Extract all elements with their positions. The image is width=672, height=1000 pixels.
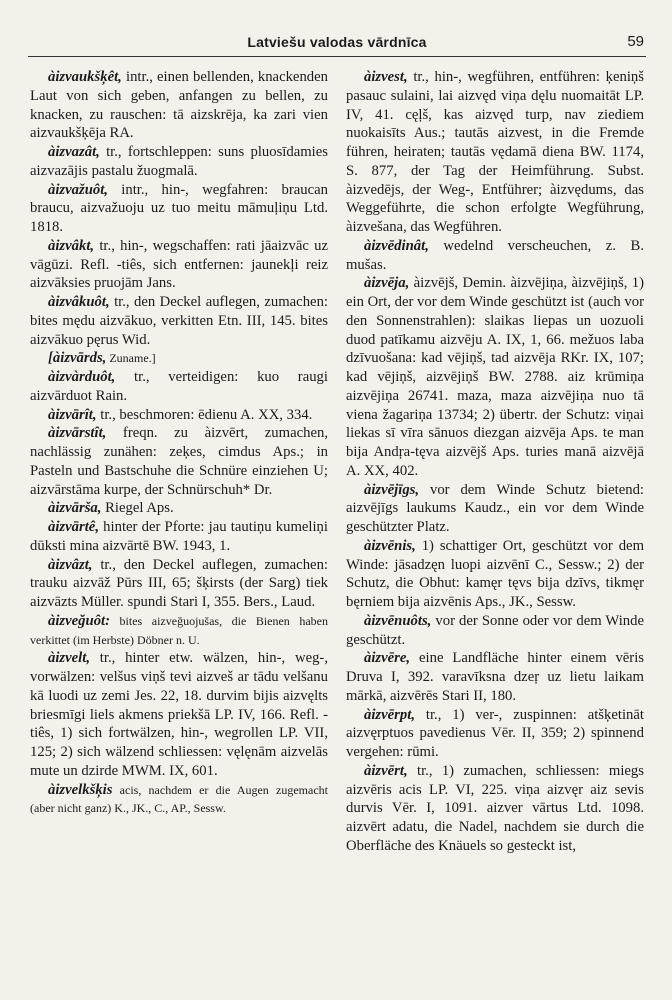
dictionary-entry bbox=[346, 762, 644, 856]
entry-headword: àizvēdinât, bbox=[364, 237, 429, 254]
entry-headword: [àizvārds, bbox=[48, 350, 107, 367]
page-header bbox=[28, 30, 646, 57]
entry-definition: Zuname.] bbox=[106, 351, 156, 366]
entry-definition: tr., den Deckel auflegen, zumachen: bites mędu aizvākuo, verkitten Etn. III, 145. bites aizvākuo pęrus Wid. bbox=[30, 294, 328, 348]
entry-headword: àizvārša, bbox=[48, 500, 102, 517]
dictionary-entry bbox=[30, 499, 328, 518]
entry-definition: tr., fortschleppen: suns pluosīdamies aizvazājis pastalu žuogmalā. bbox=[30, 144, 328, 179]
entry-headword: àizvēre, bbox=[364, 650, 411, 667]
entry-definition: vor dem Winde Schutz bietend: aizvējīgs laukums Kaudz., ein vor dem Winde geschützter Platz. bbox=[346, 481, 644, 535]
entry-definition: bites aizveğuojušas, die Bienen haben verkittet (im Herbste) Döbner n. U. bbox=[30, 613, 328, 647]
dictionary-entry bbox=[30, 368, 328, 406]
entry-definition: eine Landfläche hinter einem vēris Druva I, 392. varavīksna dzeŗ uz lietu laikam mārkā, aizvērēs Stari II, 180. bbox=[346, 650, 644, 704]
entry-definition: tr., den Deckel auflegen, zumachen: trauku aizvāž Pūrs III, 65; šķirsts (der Sarg) tiek aizvāzts Müller. spundi Stari I, 355. Bers., Laud. bbox=[30, 556, 328, 610]
entry-headword: àizvàrduôt, bbox=[48, 369, 116, 385]
entry-definition: wedelnd verscheuchen, z. B. mušas. bbox=[346, 237, 644, 273]
entry-headword: àizvelt, bbox=[48, 650, 91, 667]
entry-headword: àizvâkt, bbox=[48, 237, 95, 254]
page-number: 59 bbox=[627, 33, 644, 50]
dictionary-entry bbox=[30, 237, 328, 293]
dictionary-entry bbox=[30, 349, 328, 368]
entry-headword: àizvēnis, bbox=[364, 537, 416, 554]
entry-definition: tr., 1) ver-, zuspinnen: atšķetināt aizvęrptuos pavedienus Vēr. II, 359; 2) spinnend vergehen: rūmi. bbox=[346, 706, 644, 760]
entry-definition: tr., verteidigen: kuo raugi aizvārduot Rain. bbox=[30, 369, 328, 404]
right-column bbox=[346, 68, 644, 993]
dictionary-entry bbox=[346, 274, 644, 480]
dictionary-entry bbox=[30, 649, 328, 780]
entry-definition: acis, nachdem er die Augen zugemacht (aber nicht ganz) K., JK., C., AP., Sessw. bbox=[30, 782, 328, 816]
dictionary-entry bbox=[30, 406, 328, 425]
dictionary-entry bbox=[30, 424, 328, 499]
dictionary-entry bbox=[30, 518, 328, 556]
entry-headword: àizvērpt, bbox=[364, 706, 415, 723]
entry-definition: intr., einen bellenden, knackenden Laut von sich geben, anfangen zu bellen, zu knacken, zu rauschen: tā aizskrēja, ka zari vien aizvaukšķēja RA. bbox=[30, 69, 328, 142]
dictionary-entry bbox=[346, 481, 644, 537]
entry-headword: àizvēja, bbox=[364, 275, 410, 292]
dictionary-entry bbox=[346, 537, 644, 612]
entry-headword: àizvērt, bbox=[364, 762, 408, 779]
entry-headword: àizvest, bbox=[364, 69, 408, 85]
dictionary-entry bbox=[30, 181, 328, 237]
dictionary-entry bbox=[30, 556, 328, 612]
dictionary-entry bbox=[346, 649, 644, 705]
entry-definition: tr., beschmoren: ēdienu A. XX, 334. bbox=[96, 406, 313, 423]
entry-headword: àizvārît, bbox=[48, 406, 97, 423]
entry-definition: àizvējš, Demin. àizvējiņa, àizvējiņš, 1) ein Ort, der vor dem Winde geschützt ist (auch vor den Sonnenstrahlen): slaikas liepas un uozuoli duod patīkamu aizvēju A. IX, 1, 66. mežuos laba dzīvuošana: kad vējiņš, tad aizvēja RKr. IX, 107; kad vējiņš, aizvējiņš BW. 2788. aiz krūmiņa aizvējiņa 26741. maza, maza aizvējiņa nuo tā viena žagariņa 13734; 2) übertr. der Schutz: viņai liekas sī vīra sānuos diezgan aizvēja Aps. te man bija Andŗa-tęva aizvējš Aps. turies manā aizvējā A. XX, 402. bbox=[346, 275, 644, 479]
entry-definition: tr., hinter etw. wälzen, hin-, weg-, vorwälzen: velšus viņš tevi aizveš ar tādu velšanu kā luodi uz zemi Jes. 22, 18. durvim bijis aizvęlts briesmīgi liels akmens priekšā LP. IV, 166. Refl. -tiês, 1) sich fortwälzen, hin-, wegrollen LP. VII, 125; 2) sich wälzend schliessen: vęlęnām aizvelās mute un dzirde MWM. IX, 601. bbox=[30, 650, 328, 779]
entry-headword: àizvējīgs, bbox=[364, 481, 420, 498]
entry-headword: àizvaukšķêt, bbox=[48, 69, 122, 85]
entry-definition: freqn. zu àizvērt, zumachen, nachlässig zunähen: zeķes, cimdus Aps.; in Pasteln und Bastschuhe die Schnüre einziehen U; aizvārstāma kurpe, der Schnürschuh* Dr. bbox=[30, 425, 328, 498]
entry-definition: Riegel Aps. bbox=[101, 500, 174, 517]
entry-definition: tr., hin-, wegführen, entführen: ķeniņš pasauc sulaini, lai aizvęd viņa dęlu nuomaitāt LP. IV, 41. cęļš, kas aizvęd turp, nav ziediem nuokaisīts Aus.; tautās aizvest, in die Fremde führen, heiraten; tautās vędamā diena BW. 1174, S. 877, der Tag der Heimführung. Subst. àizvedējs, der Weg-, Entführer; àizvędums, das Weggeführte, die schon erfolgte Wegführung, àizvešana, das Wegführen. bbox=[346, 69, 644, 235]
entry-headword: àizvazât, bbox=[48, 144, 100, 160]
entry-definition: tr., hin-, wegschaffen: rati jāaizvāc uz vāgūzi. Refl. -tiês, sich entfernen: jaunekļi reiz aizvāksies pruojām Jans. bbox=[30, 237, 328, 292]
dictionary-entry bbox=[30, 68, 328, 143]
entry-definition: hinter der Pforte: jau tautiņu kumeliņi dūksti mina aizvārtē BW. 1943, 1. bbox=[30, 519, 328, 554]
left-column bbox=[30, 68, 328, 993]
entry-headword: àizvâkuôt, bbox=[48, 294, 110, 310]
dictionary-entry bbox=[346, 706, 644, 762]
dictionary-entry bbox=[30, 293, 328, 349]
entry-definition: 1) schattiger Ort, geschützt vor dem Winde: jāsadzęn luopi aizvēnī C., Sessw.; 2) der Schutz, die Obhut: kamęr tęvs bija dzīvs, tikmęr bęrniem bija aizvēnis Aps., JK., Sessw. bbox=[346, 537, 644, 610]
entry-definition: tr., 1) zumachen, schliessen: miegs aizvēris acis LP. VI, 225. viņa aizvęr aiz sevis durvis Vēr. I, 1091. aizver vārtus Ltd. 1098. aizvērt adatu, die Nadel, nachdem sie durch die Oberfläche des Knäuels so gesteckt ist, bbox=[346, 762, 644, 854]
entry-headword: àizveğuôt: bbox=[48, 612, 111, 629]
entry-definition: intr., hin-, wegfahren: braucan braucu, aizvažuoju uz tuo meitu māmuļiņu Ltd. 1818. bbox=[30, 181, 328, 235]
dictionary-entry bbox=[30, 781, 328, 819]
entry-headword: àizvārstît, bbox=[48, 425, 107, 442]
entry-headword: àizvārtê, bbox=[48, 519, 99, 535]
entry-headword: àizvâzt, bbox=[48, 556, 93, 573]
dictionary-entry bbox=[30, 143, 328, 181]
entry-headword: àizvažuôt, bbox=[48, 181, 108, 198]
dictionary-entry bbox=[346, 612, 644, 650]
entry-headword: àizvēnuôts, bbox=[364, 612, 432, 629]
entry-headword: àizvelkšķis bbox=[48, 781, 113, 798]
entry-definition: vor der Sonne oder vor dem Winde geschützt. bbox=[346, 612, 644, 648]
dictionary-entry bbox=[30, 612, 328, 650]
running-title: Latviešu valodas vārdnīca bbox=[247, 34, 427, 50]
dictionary-entry bbox=[346, 68, 644, 237]
dictionary-entry bbox=[346, 237, 644, 275]
